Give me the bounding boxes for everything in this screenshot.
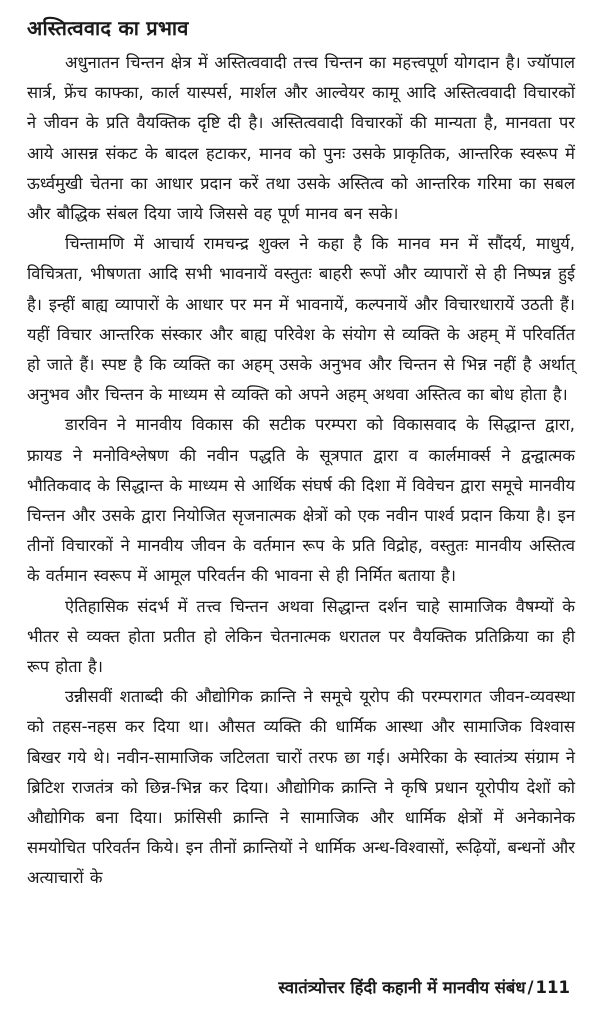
paragraph-4: ऐतिहासिक संदर्भ में तत्त्व चिन्तन अथवा सिद्धान्त दर्शन चाहे सामाजिक वैषम्यों के भीतर से व्यक्त होता प्रतीत हो लेकिन चेतनात्मक धरातल पर वैयक्तिक प्रतिक्रिया का ही रूप होता है। xyxy=(27,596,575,677)
running-title: स्वातंत्र्योत्तर हिंदी कहानी में मानवीय संबंध xyxy=(278,978,526,997)
footer-separator: / xyxy=(527,978,534,997)
paragraph-5: उन्नीसवीं शताब्दी की औद्योगिक क्रान्ति ने समूचे यूरोप की परम्परागत जीवन-व्यवस्था को तहस-नहस कर दिया था। औसत व्यक्ति की धार्मिक आस्था और सामाजिक विश्वास बिखर गये थे। नवीन-सामाजिक जटिलता चारों तरफ छा गई। अमेरिका के स्वातंत्र्य संग्राम ने ब्रिटिश राजतंत्र को छिन्न-भिन्न कर दिया। औद्योगिक क्रान्ति ने कृषि प्रधान यूरोपीय देशों को औद्योगिक बना दिया। फ्रांसिसी क्रान्ति ने सामाजिक और धार्मिक क्षेत्रों में अनेकानेक समयोचित परिवर्तन किये। इन तीनों क्रान्तियों ने धार्मिक अन्ध-विश्वासों, रूढ़ियों, बन्धनों और अत्याचारों के xyxy=(27,687,575,888)
paragraph-1: अधुनातन चिन्तन क्षेत्र में अस्तित्ववादी तत्त्व चिन्तन का महत्त्वपूर्ण योगदान है। ज्यॉपाल सार्त्र, फ्रेंच काफ्का, कार्ल यास्पर्स, मार्शल और आल्वेयर कामू आदि अस्तित्ववादी विचारकों ने जीवन के प्रति वैयक्तिक दृष्टि दी है। अस्तित्ववादी विचारकों की मान्यता है, मानवता पर आये आसन्न संकट के बादल हटाकर, मानव को पुनः उसके प्राकृतिक, आन्तरिक स्वरूप में ऊर्ध्वमुखी चेतना का आधार प्रदान करें तथा उसके अस्तित्व को आन्तरिक गरिमा का सबल और बौद्धिक संबल दिया जाये जिससे वह पूर्ण मानव बन सके। xyxy=(27,53,575,224)
paragraph-2: चिन्तामणि में आचार्य रामचन्द्र शुक्ल ने कहा है कि मानव मन में सौंदर्य, माधुर्य, विचित्रता, भीषणता आदि सभी भावनायें वस्तुतः बाहरी रूपों और व्यापारों से ही निष्पन्न हुई है। इन्हीं बाह्य व्यापारों के आधार पर मन में भावनायें, कल्पनायें और विचारधारायें उठती हैं। यहीं विचार आन्तरिक संस्कार और बाह्य परिवेश के संयोग से व्यक्ति के अहम् में परिवर्तित हो जाते हैं। स्पष्ट है कि व्यक्ति का अहम् उसके अनुभव और चिन्तन से भिन्न नहीं है अर्थात् अनुभव और चिन्तन के माध्यम से व्यक्ति को अपने अहम् अथवा अस्तित्व का बोध होता है। xyxy=(27,234,575,405)
page-footer xyxy=(278,976,570,1000)
paragraph-3: डारविन ने मानवीय विकास की सटीक परम्परा को विकासवाद के सिद्धान्त द्वारा, फ्रायड ने मनोविश्लेषण की नवीन पद्धति के सूत्रपात द्वारा व कार्लमार्क्स ने द्वन्द्वात्मक भौतिकवाद के सिद्धान्त के माध्यम से आर्थिक संघर्ष की दिशा में विवेचन द्वारा समूचे मानवीय चिन्तन और उसके द्वारा नियोजित सृजनात्मक क्षेत्रों को एक नवीन पार्श्व प्रदान किया है। इन तीनों विचारकों ने मानवीय जीवन के वर्तमान रूप के प्रति विद्रोह, वस्तुतः मानवीय अस्तित्व के वर्तमान स्वरूप में आमूल परिवर्तन की भावना से ही निर्मित बताया है। xyxy=(27,415,575,586)
page-body xyxy=(27,12,575,894)
page-number: 111 xyxy=(535,978,570,997)
section-heading: अस्तित्ववाद का प्रभाव xyxy=(27,16,189,40)
